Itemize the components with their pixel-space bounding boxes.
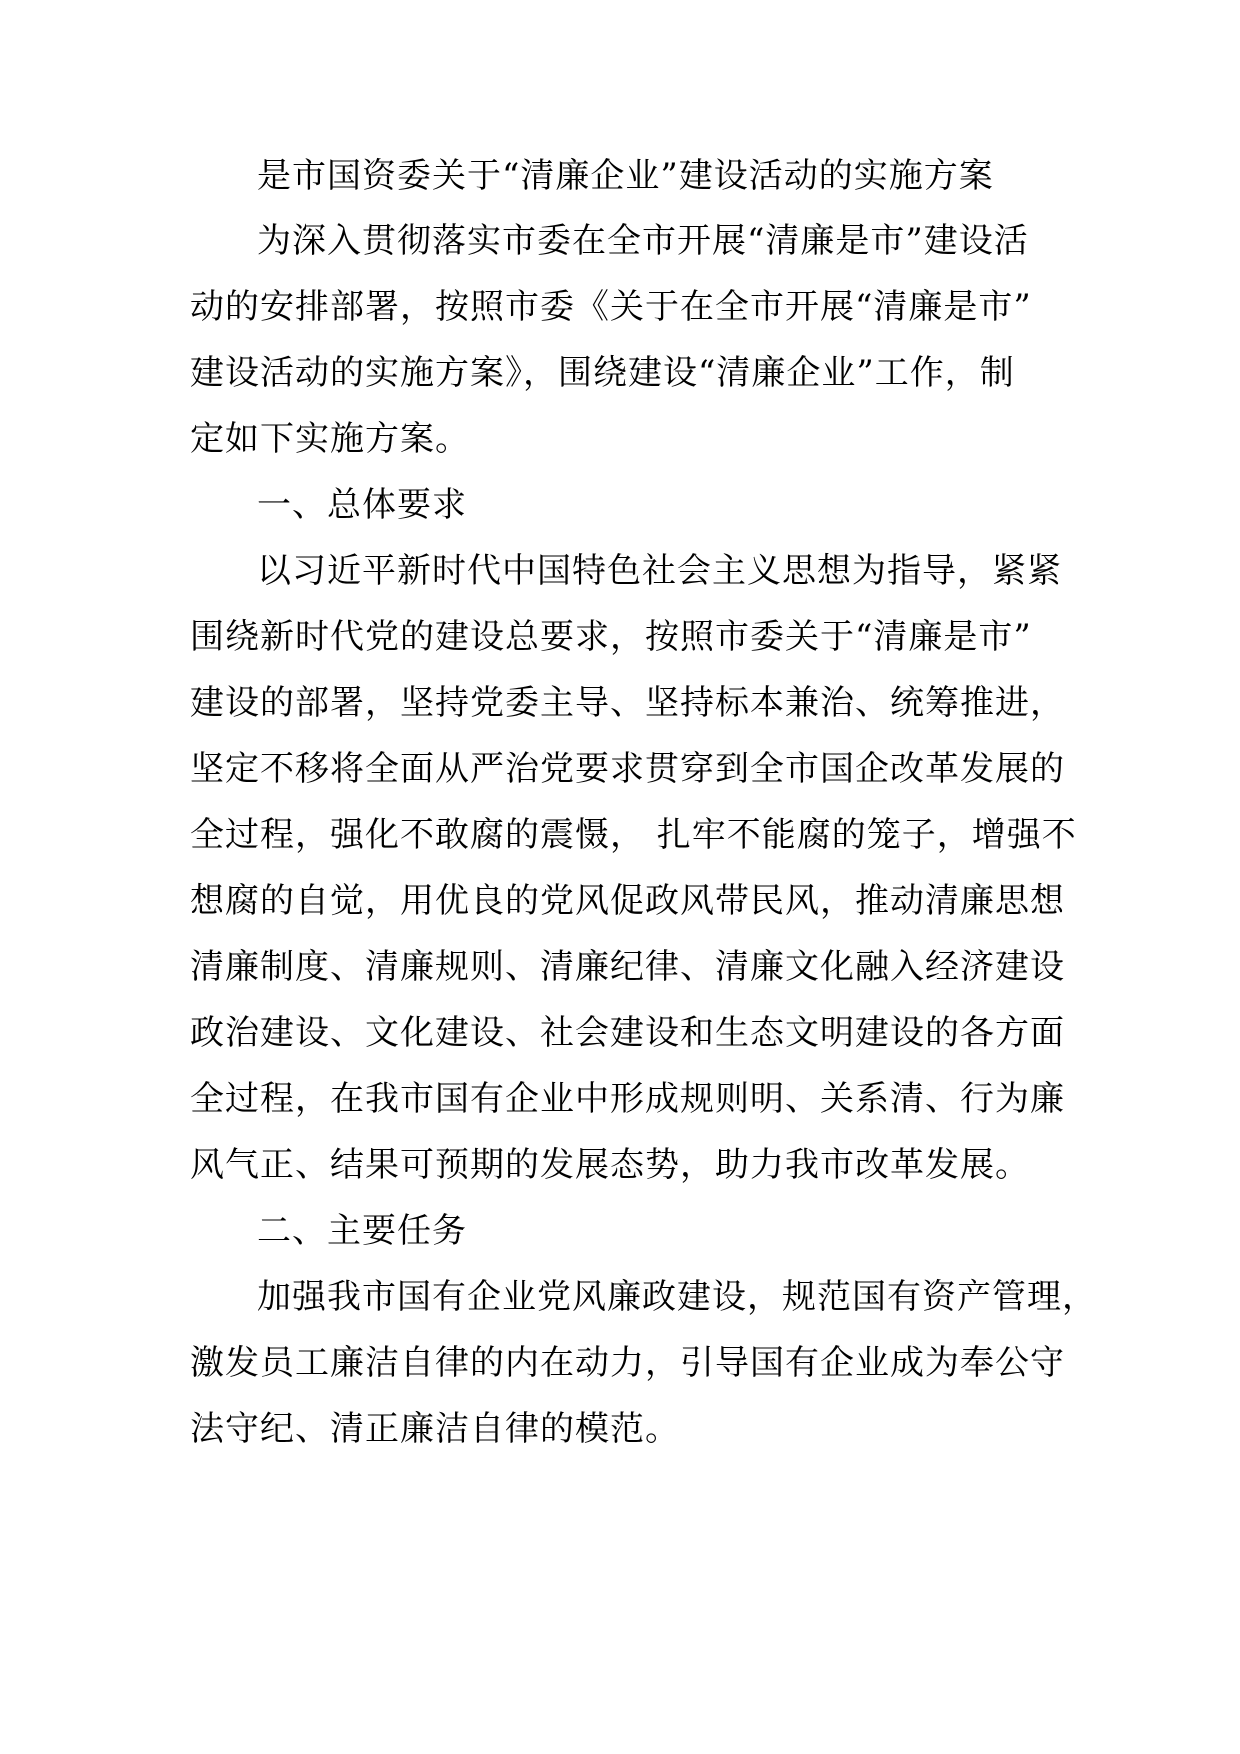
document-title: 是市国资委关于“清廉企业”建设活动的实施方案 (257, 156, 994, 196)
section-1-line-5: 全过程，强化不敢腐的震慑， 扎牢不能腐的笼子，增强不 (190, 815, 1077, 855)
section-2-heading: 二、主要任务 (257, 1211, 467, 1251)
section-1-line-6: 想腐的自觉，用优良的党风促政风带民风，推动清廉思想 (190, 881, 1065, 921)
section-1-line-4: 坚定不移将全面从严治党要求贯穿到全市国企改革发展的 (190, 749, 1065, 789)
section-2-line-2: 激发员工廉洁自律的内在动力，引导国有企业成为奉公守 (190, 1343, 1065, 1383)
section-2-line-3: 法守纪、清正廉洁自律的模范。 (190, 1409, 680, 1449)
section-1-heading: 一、总体要求 (257, 485, 467, 525)
section-1-line-3: 建设的部署，坚持党委主导、坚持标本兼治、统筹推进， (190, 683, 1065, 723)
intro-line-3: 建设活动的实施方案》，围绕建设“清廉企业”工作，制 (190, 353, 1015, 393)
section-1-line-8: 政治建设、文化建设、社会建设和生态文明建设的各方面 (190, 1013, 1065, 1053)
intro-line-1: 为深入贯彻落实市委在全市开展“清廉是市”建设活 (257, 221, 1029, 261)
section-1-line-10: 风气正、结果可预期的发展态势，助力我市改革发展。 (190, 1145, 1030, 1185)
section-1-line-9: 全过程，在我市国有企业中形成规则明、关系清、行为廉 (190, 1079, 1065, 1119)
intro-line-2: 动的安排部署，按照市委《关于在全市开展“清廉是市” (190, 287, 1032, 327)
section-2-line-1: 加强我市国有企业党风廉政建设，规范国有资产管理， (257, 1277, 1097, 1317)
intro-line-4: 定如下实施方案。 (190, 419, 470, 459)
section-1-line-1: 以习近平新时代中国特色社会主义思想为指导，紧紧 (257, 551, 1062, 591)
section-1-line-7: 清廉制度、清廉规则、清廉纪律、清廉文化融入经济建设 (190, 947, 1065, 987)
section-1-line-2: 围绕新时代党的建设总要求，按照市委关于“清廉是市” (190, 617, 1032, 657)
